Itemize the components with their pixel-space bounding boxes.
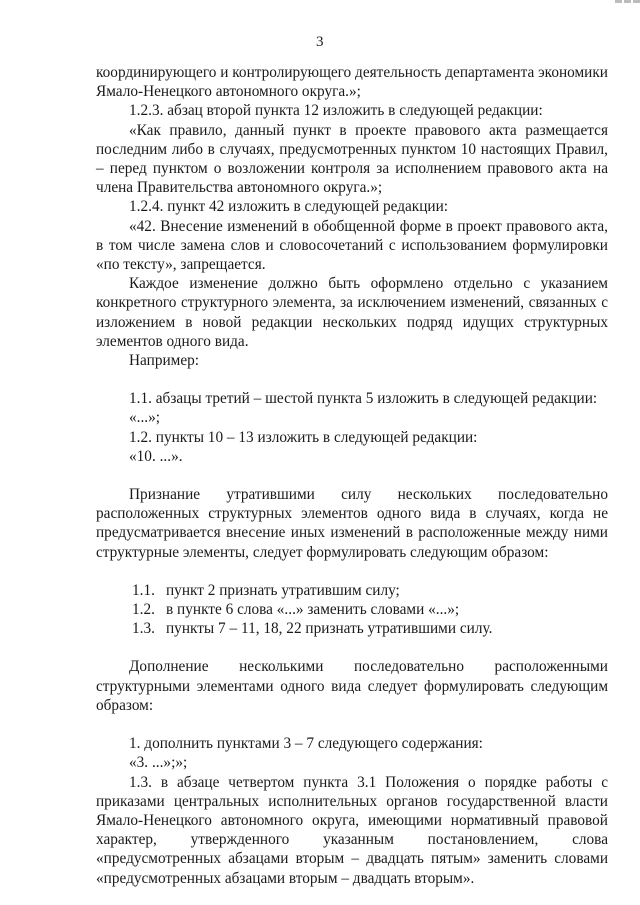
list-item <box>96 581 608 600</box>
page-number: 3 <box>316 34 324 50</box>
list-item-text: пункт 2 признать утратившим силу; <box>166 581 400 599</box>
list-item <box>96 600 608 619</box>
paragraph-1-2-3: 1.2.3. абзац второй пункта 12 изложить в следующей редакции: <box>129 102 543 120</box>
example-line: 1.2. пункты 10 – 13 изложить в следующей редакции: <box>129 428 478 446</box>
list-item-number: 1.3. <box>132 620 155 638</box>
spacer <box>96 562 608 581</box>
paragraph-for-example: Например: <box>129 352 200 370</box>
paragraph-continuation: координирующего и контролирующего деятельность департамента экономики Ямало-Ненецкого автономного округа.»; <box>96 64 608 101</box>
list-item-number: 1.1. <box>132 581 155 599</box>
paragraph-quote-rule: «Как правило, данный пункт в проекте правового акта размещается последним либо в случаях, предусмотренных пунктом 10 настоящих Правил, – перед пунктом о возложении контроля за исполнением правового акта на члена Правительства автономного округа.»; <box>96 121 608 197</box>
example-line: «3. ...»;»; <box>129 754 188 772</box>
paragraph-addition-rule: Дополнение несколькими последовательно расположенными структурными элементами одного вида следует формулировать следующим образом: <box>96 658 608 714</box>
spacer <box>96 638 608 657</box>
document-body <box>96 63 608 888</box>
spacer <box>96 466 608 485</box>
list-item-text: в пункте 6 слова «...» заменить словами «...»; <box>166 601 460 619</box>
paragraph-repeal-rule: Признание утратившими силу нескольких последовательно расположенных структурных элементов одного вида в случаях, когда не предусматривается внесение иных изменений в расположенные между ними структурные элементы, следует формулировать следующим образом: <box>96 486 608 561</box>
example-line: 1. дополнить пунктами 3 – 7 следующего содержания: <box>129 735 483 753</box>
example-line: «...»; <box>129 409 161 427</box>
paragraph-1-2-4: 1.2.4. пункт 42 изложить в следующей редакции: <box>129 198 449 216</box>
scan-mark-segment <box>624 0 631 3</box>
scan-corner-mark <box>600 0 640 3</box>
spacer <box>96 715 608 734</box>
spacer <box>96 370 608 389</box>
example-line: «10. ...». <box>129 447 183 465</box>
paragraph-point-42: «42. Внесение изменений в обобщенной форме в проект правового акта, в том числе замена слов и словосочетаний с использованием формулировки «по тексту», запрещается. <box>96 217 608 274</box>
scan-mark-segment <box>615 0 622 3</box>
list-item <box>96 619 608 638</box>
list-item-number: 1.2. <box>132 601 155 619</box>
example-line: 1.1. абзацы третий – шестой пункта 5 изложить в следующей редакции: <box>129 390 598 408</box>
scan-mark-segment <box>633 0 640 3</box>
list-item-text: пункты 7 – 11, 18, 22 признать утратившими силу. <box>166 620 493 638</box>
paragraph-each-change: Каждое изменение должно быть оформлено отдельно с указанием конкретного структурного элемента, за исключением изменений, связанных с изложением в новой редакции нескольких подряд идущих структурных элементов одного вида. <box>96 275 608 350</box>
repeal-example-list <box>96 581 608 639</box>
paragraph-1-3: 1.3. в абзаце четвертом пункта 3.1 Положения о порядке работы с приказами центральных исполнительных органов государственной власти Ямало-Ненецкого автономного округа, имеющими нормативный правовой характер, утвержденного указанным постановлением, слова «предусмотренных абзацами вторым – двадцать пятым» заменить словами «предусмотренных абзацами вторым – двадцать вторым». <box>96 773 608 887</box>
